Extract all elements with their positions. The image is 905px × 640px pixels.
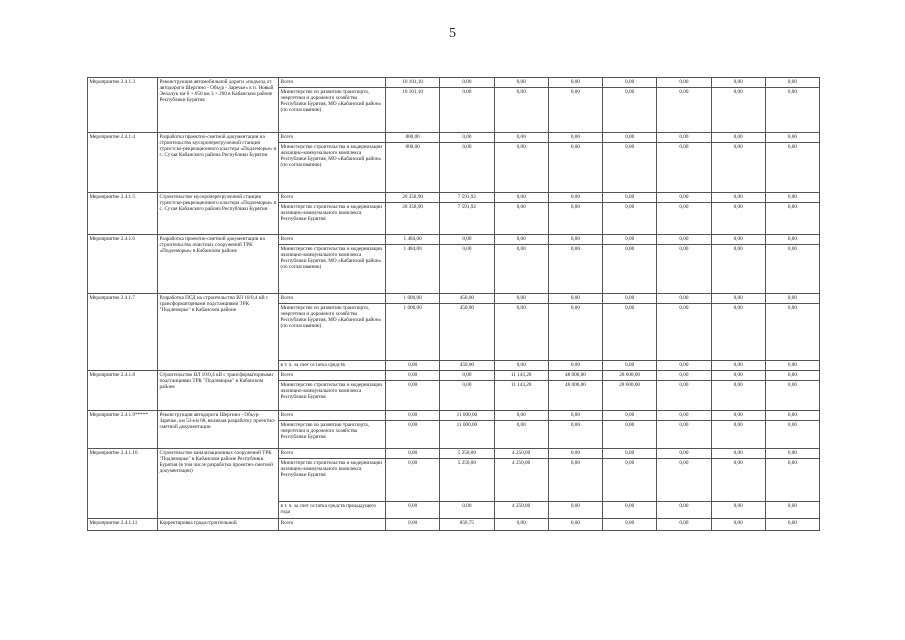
amount-cell: 0,00 — [603, 519, 657, 531]
table-row — [88, 371, 820, 381]
amount-cell: 0,00 — [440, 245, 494, 294]
funding-source: Всего — [279, 78, 386, 88]
funding-source: в т. ч. за счет остатка средств предыдущего года — [279, 502, 386, 519]
amount-cell: 0,00 — [657, 88, 711, 133]
amount-cell: 0,00 — [657, 381, 711, 411]
amount-cell: 0,00 — [765, 449, 819, 459]
measure-code: Мероприятие 2.4.1.3 — [88, 78, 158, 133]
amount-cell: 0,00 — [548, 411, 602, 421]
measure-name: Строительство канализационных сооружений ТРК "Подлеморье" в Кабанском районе Республики Бурятия (в том числе разработка проектно-сметной документации) — [158, 449, 279, 519]
amount-cell: 0,00 — [657, 245, 711, 294]
measure-name: Реконструкция автомобильной дороги «подъезд от автодороги Шергино - Обьур - Заречье» к п. Новый Энхалук км 0 + 050 км 3 + 200 в Кабанском районе Республики Бурятия — [158, 78, 279, 133]
measure-code: Мероприятие 2.4.1.7 — [88, 294, 158, 371]
funding-source: Министерство по развитию транспорта, энергетики и дорожного хозяйства Республики Бурятия, МО «Кабанский район» (по согласованию) — [279, 304, 386, 361]
measure-code: Мероприятие 2.4.1.5 — [88, 193, 158, 235]
amount-cell: 0,00 — [657, 294, 711, 304]
amount-cell: 0,00 — [711, 449, 765, 459]
amount-cell: 0,00 — [603, 502, 657, 519]
amount-cell: 28 600,00 — [603, 371, 657, 381]
funding-source: Всего — [279, 235, 386, 245]
amount-cell: 0,00 — [657, 78, 711, 88]
amount-cell: 0,00 — [657, 193, 711, 203]
amount-cell: 0,00 — [386, 459, 440, 502]
amount-cell: 0,00 — [657, 235, 711, 245]
amount-cell: 11 000,00 — [440, 411, 494, 421]
amount-cell: 0,00 — [548, 235, 602, 245]
table-body — [88, 78, 820, 531]
amount-cell: 0,00 — [603, 193, 657, 203]
amount-cell: 0,00 — [765, 519, 819, 531]
amount-cell: 4 250,00 — [494, 502, 548, 519]
amount-cell: 0,00 — [603, 449, 657, 459]
amount-cell: 0,00 — [548, 361, 602, 371]
amount-cell: 0,00 — [657, 143, 711, 193]
amount-cell: 5 250,00 — [440, 449, 494, 459]
amount-cell: 0,00 — [711, 421, 765, 449]
amount-cell: 0,00 — [657, 449, 711, 459]
measure-name: Разработка ПСД на строительство ВЛ 10/0,4 кВ с трансформаторными подстанциями ТРК "Подлеморье" в Кабанском районе — [158, 294, 279, 371]
amount-cell: 0,00 — [494, 78, 548, 88]
amount-cell: 10 101,10 — [386, 88, 440, 133]
amount-cell: 0,00 — [494, 133, 548, 143]
amount-cell: 0,00 — [657, 371, 711, 381]
amount-cell: 0,00 — [603, 421, 657, 449]
amount-cell: 0,00 — [494, 193, 548, 203]
measure-name: Реконструкция автодороги Шергино - Обьур-Заречье, км 53-км 68, включая разработку проектно-сметной документации — [158, 411, 279, 449]
amount-cell: 0,00 — [603, 294, 657, 304]
amount-cell: 0,00 — [386, 502, 440, 519]
amount-cell: 0,00 — [765, 421, 819, 449]
amount-cell: 0,00 — [548, 245, 602, 294]
measure-name: Строительство мусороперегрузочной станции туристско-рекреационного кластера «Подлеморье» в с. Сухая Кабанского района Республики Бурятия — [158, 193, 279, 235]
amount-cell: 0,00 — [548, 459, 602, 502]
funding-source: Всего — [279, 411, 386, 421]
amount-cell: 0,00 — [440, 502, 494, 519]
amount-cell: 11 143,20 — [494, 381, 548, 411]
amount-cell: 0,00 — [548, 502, 602, 519]
funding-source: Министерство строительства и модернизации жилищно-коммунального комплекса Республики Бурятия, МО «Кабанский район» (по согласованию) — [279, 245, 386, 294]
amount-cell: 10 101,10 — [386, 78, 440, 88]
amount-cell: 0,00 — [657, 411, 711, 421]
funding-source: Всего — [279, 449, 386, 459]
amount-cell: 0,00 — [494, 143, 548, 193]
amount-cell: 4 250,00 — [494, 459, 548, 502]
funding-source: Министерство по развитию транспорта, энергетики и дорожного хозяйства Республики Бурятия, МО «Кабанский район» (по согласованию) — [279, 88, 386, 133]
table-row — [88, 133, 820, 143]
amount-cell: 800,00 — [386, 143, 440, 193]
funding-source: Всего — [279, 294, 386, 304]
funding-source: Всего — [279, 371, 386, 381]
amount-cell: 0,00 — [765, 304, 819, 361]
amount-cell: 0,00 — [765, 361, 819, 371]
amount-cell: 0,00 — [494, 304, 548, 361]
table-row — [88, 411, 820, 421]
amount-cell: 0,00 — [711, 502, 765, 519]
amount-cell: 5 250,00 — [440, 459, 494, 502]
table-row — [88, 78, 820, 88]
amount-cell: 48 000,00 — [548, 371, 602, 381]
amount-cell: 4 250,00 — [494, 449, 548, 459]
amount-cell: 0,00 — [603, 304, 657, 361]
amount-cell: 0,00 — [603, 459, 657, 502]
measure-code: Мероприятие 2.4.1.4 — [88, 133, 158, 193]
amount-cell: 0,00 — [711, 245, 765, 294]
amount-cell: 0,00 — [548, 78, 602, 88]
amount-cell: 800,00 — [386, 133, 440, 143]
amount-cell: 0,00 — [548, 294, 602, 304]
amount-cell: 0,00 — [603, 143, 657, 193]
amount-cell: 0,00 — [603, 245, 657, 294]
table-row — [88, 449, 820, 459]
amount-cell: 0,00 — [494, 245, 548, 294]
amount-cell: 1 000,00 — [386, 304, 440, 361]
funding-source: Министерство строительства и модернизации жилищно-коммунального комплекса Республики Бурятия — [279, 203, 386, 235]
measure-code: Мероприятие 2.4.1.10 — [88, 449, 158, 519]
amount-cell: 0,00 — [765, 193, 819, 203]
measure-code: Мероприятие 2.4.1.11 — [88, 519, 158, 531]
amount-cell: 0,00 — [440, 78, 494, 88]
amount-cell: 0,00 — [765, 411, 819, 421]
amount-cell: 0,00 — [657, 421, 711, 449]
measure-name: Разработка проектно-сметной документации на строительство мусороперегрузочной станции туристско-рекреационного кластера «Подлеморье» в с. Сухая Кабанского района Республики Бурятия — [158, 133, 279, 193]
amount-cell: 0,00 — [711, 371, 765, 381]
funding-source: Всего — [279, 133, 386, 143]
amount-cell: 0,00 — [548, 304, 602, 361]
amount-cell: 0,00 — [765, 459, 819, 502]
amount-cell: 0,00 — [711, 519, 765, 531]
amount-cell: 0,00 — [603, 78, 657, 88]
amount-cell: 48 000,00 — [548, 381, 602, 411]
amount-cell: 0,00 — [386, 371, 440, 381]
measure-name: Корректировка градостроительной — [158, 519, 279, 531]
amount-cell: 0,00 — [711, 193, 765, 203]
amount-cell: 0,00 — [494, 519, 548, 531]
amount-cell: 0,00 — [386, 381, 440, 411]
amount-cell: 450,00 — [440, 294, 494, 304]
amount-cell: 850,75 — [440, 519, 494, 531]
amount-cell: 0,00 — [603, 203, 657, 235]
amount-cell: 0,00 — [548, 203, 602, 235]
page-number: 5 — [449, 26, 456, 41]
amount-cell: 0,00 — [657, 361, 711, 371]
amount-cell: 450,00 — [440, 361, 494, 371]
amount-cell: 0,00 — [440, 133, 494, 143]
amount-cell: 0,00 — [765, 78, 819, 88]
amount-cell: 0,00 — [657, 203, 711, 235]
amount-cell: 1 000,00 — [386, 294, 440, 304]
amount-cell: 0,00 — [711, 143, 765, 193]
amount-cell: 0,00 — [440, 88, 494, 133]
amount-cell: 0,00 — [765, 203, 819, 235]
amount-cell: 0,00 — [765, 88, 819, 133]
amount-cell: 0,00 — [440, 235, 494, 245]
amount-cell: 7 591,92 — [440, 193, 494, 203]
funding-source: Министерство строительства и модернизации жилищно-коммунального комплекса Республики Бурятия — [279, 381, 386, 411]
amount-cell: 0,00 — [386, 411, 440, 421]
funding-source: Министерство по развитию транспорта, энергетики и дорожного хозяйства Республики Бурятия — [279, 421, 386, 449]
table-row — [88, 235, 820, 245]
funding-source: Министерство строительства и модернизации жилищно-коммунального комплекса Республики Бурятия, МО «Кабанский район» (по согласованию) — [279, 143, 386, 193]
amount-cell: 0,00 — [386, 421, 440, 449]
amount-cell: 11 000,00 — [440, 421, 494, 449]
amount-cell: 0,00 — [765, 143, 819, 193]
amount-cell: 0,00 — [494, 411, 548, 421]
amount-cell: 0,00 — [603, 361, 657, 371]
amount-cell: 0,00 — [548, 193, 602, 203]
amount-cell: 0,00 — [711, 235, 765, 245]
amount-cell: 20 358,90 — [386, 203, 440, 235]
amount-cell: 0,00 — [440, 143, 494, 193]
table-row — [88, 193, 820, 203]
amount-cell: 0,00 — [494, 361, 548, 371]
amount-cell: 0,00 — [765, 371, 819, 381]
amount-cell: 0,00 — [548, 421, 602, 449]
measure-code: Мероприятие 2.4.1.9***** — [88, 411, 158, 449]
amount-cell: 0,00 — [765, 381, 819, 411]
amount-cell: 28 600,00 — [603, 381, 657, 411]
measure-code: Мероприятие 2.4.1.6 — [88, 235, 158, 294]
amount-cell: 0,00 — [657, 304, 711, 361]
funding-source: Всего — [279, 519, 386, 531]
amount-cell: 7 591,92 — [440, 203, 494, 235]
amount-cell: 11 143,20 — [494, 371, 548, 381]
amount-cell: 0,00 — [548, 143, 602, 193]
amount-cell: 0,00 — [548, 88, 602, 133]
amount-cell: 0,00 — [657, 519, 711, 531]
amount-cell: 450,00 — [440, 304, 494, 361]
amount-cell: 0,00 — [494, 235, 548, 245]
amount-cell: 0,00 — [711, 133, 765, 143]
amount-cell: 0,00 — [711, 411, 765, 421]
table-row — [88, 519, 820, 531]
measure-name: Разработка проектно-сметной документации на строительство очистных сооружений ТРК «Подлеморье» в Кабанском районе — [158, 235, 279, 294]
amount-cell: 0,00 — [711, 459, 765, 502]
amount-cell: 0,00 — [765, 235, 819, 245]
amount-cell: 0,00 — [711, 304, 765, 361]
amount-cell: 0,00 — [657, 133, 711, 143]
amount-cell: 0,00 — [765, 245, 819, 294]
amount-cell: 0,00 — [494, 421, 548, 449]
amount-cell: 0,00 — [494, 203, 548, 235]
amount-cell: 0,00 — [765, 502, 819, 519]
amount-cell: 0,00 — [711, 78, 765, 88]
amount-cell: 0,00 — [548, 519, 602, 531]
measure-name: Строительство ВЛ 10/0,4 кВ с трансформаторными подстанциями ТРК "Подлеморье" в Кабанском районе — [158, 371, 279, 411]
amount-cell: 0,00 — [657, 502, 711, 519]
amount-cell: 0,00 — [711, 88, 765, 133]
amount-cell: 0,00 — [386, 361, 440, 371]
measure-code: Мероприятие 2.4.1.8 — [88, 371, 158, 411]
amount-cell: 0,00 — [711, 361, 765, 371]
amount-cell: 20 358,90 — [386, 193, 440, 203]
amount-cell: 0,00 — [711, 294, 765, 304]
amount-cell: 0,00 — [386, 449, 440, 459]
funding-source: в т. ч. за счет остатка средств — [279, 361, 386, 371]
budget-table — [87, 77, 820, 531]
funding-source: Министерство строительства и модернизации жилищно-коммунального комплекса Республики Бурятия — [279, 459, 386, 502]
amount-cell: 0,00 — [440, 371, 494, 381]
amount-cell: 0,00 — [548, 133, 602, 143]
amount-cell: 0,00 — [548, 449, 602, 459]
amount-cell: 1 484,00 — [386, 235, 440, 245]
funding-source: Всего — [279, 193, 386, 203]
amount-cell: 0,00 — [765, 294, 819, 304]
amount-cell: 0,00 — [711, 203, 765, 235]
amount-cell: 1 484,00 — [386, 245, 440, 294]
amount-cell: 0,00 — [440, 381, 494, 411]
amount-cell: 0,00 — [657, 459, 711, 502]
amount-cell: 0,00 — [603, 235, 657, 245]
amount-cell: 0,00 — [603, 411, 657, 421]
amount-cell: 0,00 — [386, 519, 440, 531]
amount-cell: 0,00 — [711, 381, 765, 411]
amount-cell: 0,00 — [494, 88, 548, 133]
amount-cell: 0,00 — [603, 133, 657, 143]
amount-cell: 0,00 — [765, 133, 819, 143]
amount-cell: 0,00 — [494, 294, 548, 304]
table-row — [88, 294, 820, 304]
amount-cell: 0,00 — [603, 88, 657, 133]
